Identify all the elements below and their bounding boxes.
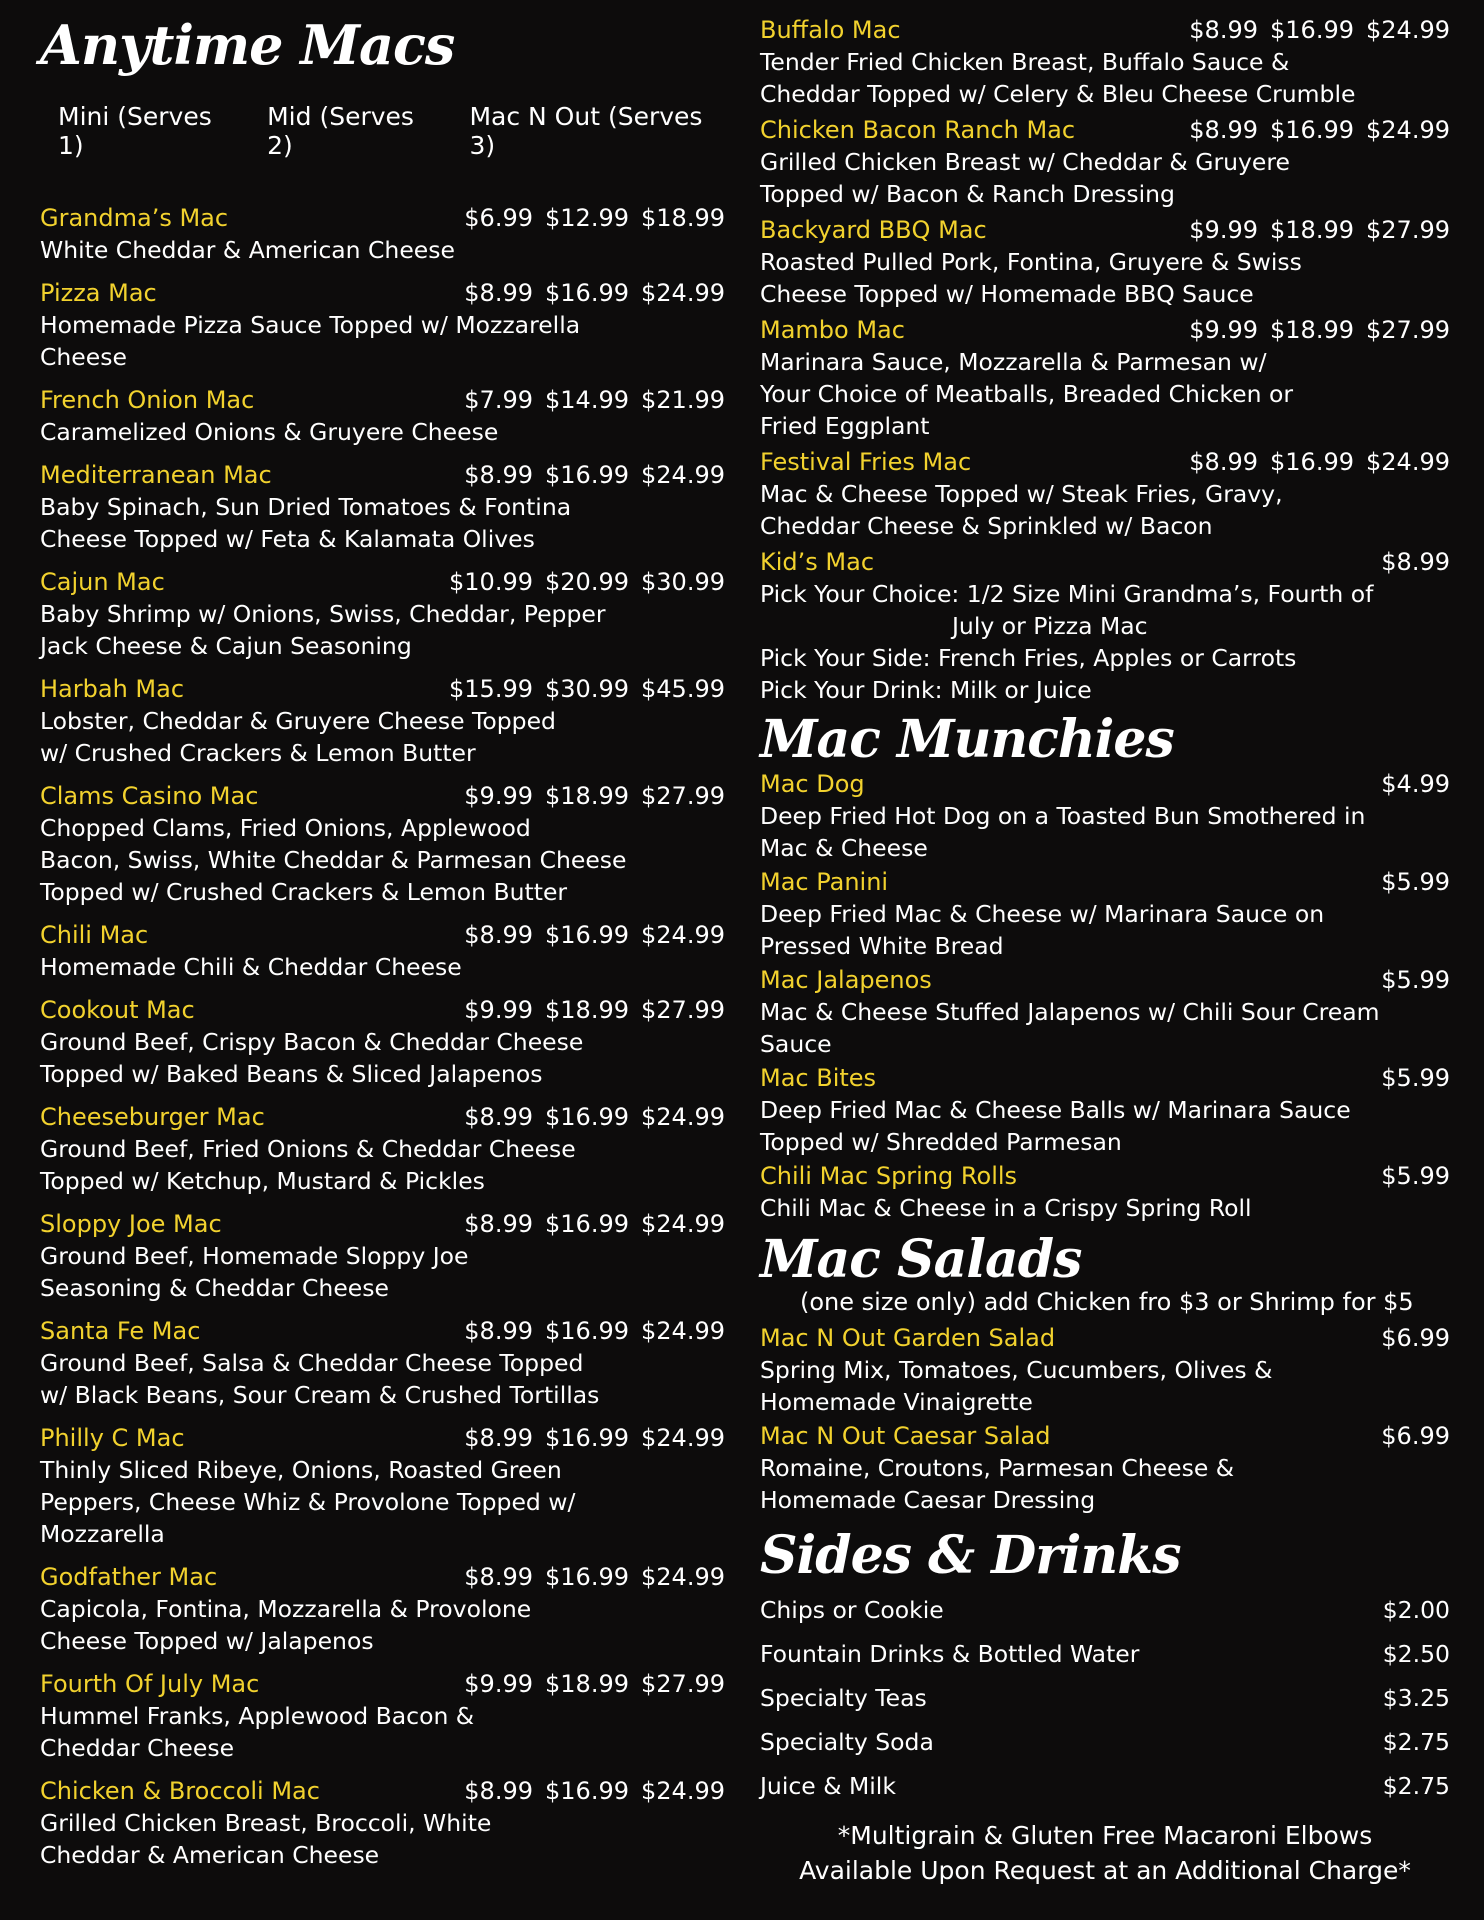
menu-item-chili-mac-spring-rolls	[760, 1160, 1450, 1224]
price-mac-n-out: $24.99	[641, 1777, 725, 1805]
item-description: Grilled Chicken Breast w/ Cheddar & Gruyere Topped w/ Bacon & Ranch Dressing	[760, 148, 1290, 208]
price-mini: $8.99	[464, 1424, 533, 1452]
item-description: Deep Fried Hot Dog on a Toasted Bun Smothered in Mac & Cheese	[760, 802, 1366, 862]
price-mac-n-out: $21.99	[641, 386, 725, 414]
price-mid: $16.99	[545, 1103, 629, 1131]
price-mac-n-out: $18.99	[641, 204, 725, 232]
menu-item-french-onion-mac	[40, 384, 725, 448]
price-mac-n-out: $27.99	[1366, 216, 1450, 244]
side-item-name: Juice & Milk	[760, 1772, 896, 1800]
item-name: Chili Mac	[40, 921, 149, 949]
price-mini: $8.99	[464, 921, 533, 949]
item-name: Fourth Of July Mac	[40, 1670, 260, 1698]
price-mac-n-out: $24.99	[1366, 16, 1450, 44]
sides-items-list	[760, 1594, 1450, 1802]
item-description: Ground Beef, Crispy Bacon & Cheddar Cheese Topped w/ Baked Beans & Sliced Jalapenos	[40, 1028, 584, 1088]
price-mid: $16.99	[545, 1424, 629, 1452]
price-mid: $16.99	[545, 1210, 629, 1238]
menu-item-backyard-bbq-mac	[760, 214, 1450, 310]
side-item-specialty-teas	[760, 1682, 1450, 1714]
price-mini: $8.99	[464, 279, 533, 307]
item-description: Mac & Cheese Topped w/ Steak Fries, Gravy, Cheddar Cheese & Sprinkled w/ Bacon	[760, 480, 1283, 540]
item-name: Philly C Mac	[40, 1424, 185, 1452]
item-description: Homemade Chili & Cheddar Cheese	[40, 953, 462, 981]
menu-item-clams-casino-mac	[40, 780, 725, 908]
sides-drinks-title: Sides & Drinks	[760, 1525, 1181, 1586]
menu-item-cheeseburger-mac	[40, 1101, 725, 1197]
price-mini: $8.99	[464, 1317, 533, 1345]
price-mid: $18.99	[545, 782, 629, 810]
price-mini: $8.99	[464, 461, 533, 489]
price-mac-n-out: $27.99	[1366, 316, 1450, 344]
item-prices	[1162, 446, 1450, 478]
item-prices	[1162, 314, 1450, 346]
price-mid: $20.99	[545, 568, 629, 596]
item-name: Mac Bites	[760, 1064, 877, 1092]
item-description: Ground Beef, Salsa & Cheddar Cheese Topped w/ Black Beans, Sour Cream & Crushed Tortillas	[40, 1349, 600, 1409]
menu-item-chicken-broccoli-mac	[40, 1775, 725, 1871]
side-item-chips-or-cookie	[760, 1594, 1450, 1626]
kids-choice-line-2: July or Pizza Mac	[952, 612, 1148, 640]
side-item-juice-milk	[760, 1770, 1450, 1802]
side-item-price: $2.00	[1382, 1596, 1450, 1624]
item-description: White Cheddar & American Cheese	[40, 236, 455, 264]
price-mac-n-out: $24.99	[641, 921, 725, 949]
price-mid: $16.99	[1270, 16, 1354, 44]
price-mid: $18.99	[545, 996, 629, 1024]
side-item-price: $3.25	[1382, 1684, 1450, 1712]
item-prices	[437, 919, 725, 951]
price-mac-n-out: $24.99	[641, 1424, 725, 1452]
item-description: Lobster, Cheddar & Gruyere Cheese Topped w/ Crushed Crackers & Lemon Butter	[40, 707, 556, 767]
price-mini: $10.99	[449, 568, 533, 596]
item-name: Chicken & Broccoli Mac	[40, 1777, 320, 1805]
item-description: Ground Beef, Homemade Sloppy Joe Seasoning & Cheddar Cheese	[40, 1242, 469, 1302]
item-name: Pizza Mac	[40, 279, 157, 307]
item-name: Mac Panini	[760, 868, 889, 896]
anytime-macs-title: Anytime Macs	[40, 13, 455, 77]
item-description: Hummel Franks, Applewood Bacon & Cheddar Cheese	[40, 1702, 475, 1762]
item-name: Harbah Mac	[40, 675, 185, 703]
anytime-items-list	[40, 202, 725, 1871]
item-name: Mac Dog	[760, 770, 865, 798]
price-mid: $16.99	[545, 461, 629, 489]
kids-side-line: Pick Your Side: French Fries, Apples or Carrots	[760, 644, 1297, 672]
item-description: Baby Shrimp w/ Onions, Swiss, Cheddar, Pepper Jack Cheese & Cajun Seasoning	[40, 600, 606, 660]
menu-item-kids-mac	[760, 546, 1450, 706]
side-item-name: Fountain Drinks & Bottled Water	[760, 1640, 1140, 1668]
item-prices	[1162, 114, 1450, 146]
price-mid: $30.99	[545, 675, 629, 703]
item-name: Chicken Bacon Ranch Mac	[760, 116, 1076, 144]
item-name: Kid’s Mac	[760, 548, 875, 576]
price-mid: $18.99	[545, 1670, 629, 1698]
item-name: Mambo Mac	[760, 316, 905, 344]
price-mini: $8.99	[1189, 116, 1258, 144]
price-mini: $7.99	[464, 386, 533, 414]
price-mid: $16.99	[545, 921, 629, 949]
item-name: French Onion Mac	[40, 386, 255, 414]
item-name: Grandma’s Mac	[40, 204, 229, 232]
side-item-price: $2.50	[1382, 1640, 1450, 1668]
price-mini: $9.99	[464, 996, 533, 1024]
item-description: Deep Fried Mac & Cheese Balls w/ Marinara Sauce Topped w/ Shredded Parmesan	[760, 1096, 1351, 1156]
price-mac-n-out: $27.99	[641, 782, 725, 810]
size-mac-n-out: Mac N Out (Serves 3)	[469, 102, 703, 160]
price-mac-n-out: $27.99	[641, 996, 725, 1024]
side-item-price: $2.75	[1382, 1772, 1450, 1800]
left-column	[40, 0, 730, 1882]
item-name: Mac N Out Garden Salad	[760, 1324, 1056, 1352]
item-description: Homemade Pizza Sauce Topped w/ Mozzarella Cheese	[40, 311, 581, 371]
item-name: Mediterranean Mac	[40, 461, 272, 489]
item-description: Baby Spinach, Sun Dried Tomatoes & Fontina Cheese Topped w/ Feta & Kalamata Olives	[40, 493, 572, 553]
price-mid: $16.99	[1270, 448, 1354, 476]
price-mid: $12.99	[545, 204, 629, 232]
menu-item-buffalo-mac	[760, 14, 1450, 110]
price-mac-n-out: $24.99	[641, 279, 725, 307]
price-mid: $18.99	[1270, 216, 1354, 244]
item-name: Cheeseburger Mac	[40, 1103, 265, 1131]
price-mid: $14.99	[545, 386, 629, 414]
item-name: Buffalo Mac	[760, 16, 901, 44]
item-price: $8.99	[1381, 548, 1450, 576]
menu-item-mediterranean-mac	[40, 459, 725, 555]
size-mid: Mid (Serves 2)	[267, 102, 414, 160]
item-description: Deep Fried Mac & Cheese w/ Marinara Sauce on Pressed White Bread	[760, 900, 1325, 960]
item-prices	[437, 1422, 725, 1454]
menu-item-godfather-mac	[40, 1561, 725, 1657]
anytime-items-list-continued	[760, 14, 1450, 542]
item-name: Cookout Mac	[40, 996, 195, 1024]
right-column	[760, 14, 1450, 1888]
item-description: Chopped Clams, Fried Onions, Applewood Bacon, Swiss, White Cheddar & Parmesan Cheese Topped w/ Crushed Crackers & Lemon Butter	[40, 814, 627, 906]
item-name: Cajun Mac	[40, 568, 165, 596]
item-name: Chili Mac Spring Rolls	[760, 1162, 1018, 1190]
item-prices	[437, 673, 725, 705]
mac-munchies-title: Mac Munchies	[760, 709, 1174, 770]
item-prices	[437, 1561, 725, 1593]
price-mid: $16.99	[545, 1777, 629, 1805]
side-item-price: $2.75	[1382, 1728, 1450, 1756]
item-name: Santa Fe Mac	[40, 1317, 201, 1345]
item-prices	[437, 566, 725, 598]
item-description: Caramelized Onions & Gruyere Cheese	[40, 418, 499, 446]
item-prices	[437, 1668, 725, 1700]
size-mini: Mini (Serves 1)	[58, 102, 212, 160]
menu-item-santa-fe-mac	[40, 1315, 725, 1411]
side-item-specialty-soda	[760, 1726, 1450, 1758]
menu-item-chicken-bacon-ranch-mac	[760, 114, 1450, 210]
kids-choice-line: Pick Your Choice: 1/2 Size Mini Grandma’s, Fourth of	[760, 580, 1374, 608]
item-price: $5.99	[1381, 1162, 1450, 1190]
price-mini: $6.99	[464, 204, 533, 232]
price-mac-n-out: $30.99	[641, 568, 725, 596]
price-mini: $8.99	[1189, 448, 1258, 476]
side-item-fountain-drinks-bottled-water	[760, 1638, 1450, 1670]
item-prices	[1162, 214, 1450, 246]
price-mac-n-out: $24.99	[641, 1563, 725, 1591]
price-mid: $16.99	[545, 1563, 629, 1591]
side-item-name: Specialty Soda	[760, 1728, 934, 1756]
menu-item-festival-fries-mac	[760, 446, 1450, 542]
price-mac-n-out: $45.99	[641, 675, 725, 703]
item-description: Romaine, Croutons, Parmesan Cheese & Homemade Caesar Dressing	[760, 1454, 1235, 1514]
price-mid: $18.99	[1270, 316, 1354, 344]
item-description: Thinly Sliced Ribeye, Onions, Roasted Green Peppers, Cheese Whiz & Provolone Topped w/ Mozzarella	[40, 1456, 576, 1548]
menu-item-pizza-mac	[40, 277, 725, 373]
price-mini: $8.99	[464, 1563, 533, 1591]
salads-items-list	[760, 1322, 1450, 1516]
item-description: Capicola, Fontina, Mozzarella & Provolone Cheese Topped w/ Jalapenos	[40, 1595, 532, 1655]
price-mac-n-out: $24.99	[641, 1210, 725, 1238]
item-prices	[437, 994, 725, 1026]
price-mini: $8.99	[464, 1210, 533, 1238]
price-mac-n-out: $24.99	[641, 461, 725, 489]
item-prices	[1162, 14, 1450, 46]
item-description: Spring Mix, Tomatoes, Cucumbers, Olives & Homemade Vinaigrette	[760, 1356, 1273, 1416]
kids-drink-line: Pick Your Drink: Milk or Juice	[760, 676, 1092, 704]
item-description: Grilled Chicken Breast, Broccoli, White Cheddar & American Cheese	[40, 1809, 492, 1869]
item-name: Sloppy Joe Mac	[40, 1210, 222, 1238]
item-name: Festival Fries Mac	[760, 448, 972, 476]
price-mid: $16.99	[1270, 116, 1354, 144]
footnote	[760, 1818, 1450, 1888]
price-mac-n-out: $24.99	[1366, 448, 1450, 476]
price-mac-n-out: $24.99	[641, 1317, 725, 1345]
menu-item-grandma-s-mac	[40, 202, 725, 266]
item-price: $5.99	[1381, 1064, 1450, 1092]
side-item-name: Chips or Cookie	[760, 1596, 944, 1624]
item-description: Roasted Pulled Pork, Fontina, Gruyere & Swiss Cheese Topped w/ Homemade BBQ Sauce	[760, 248, 1302, 308]
menu-item-mac-n-out-caesar-salad	[760, 1420, 1450, 1516]
price-mini: $9.99	[1189, 316, 1258, 344]
menu-item-mac-bites	[760, 1062, 1450, 1158]
footnote-line-1: *Multigrain & Gluten Free Macaroni Elbows	[837, 1821, 1373, 1850]
menu-item-fourth-of-july-mac	[40, 1668, 725, 1764]
menu-item-mac-dog	[760, 768, 1450, 864]
price-mac-n-out: $27.99	[641, 1670, 725, 1698]
munchies-items-list	[760, 768, 1450, 1224]
item-description: Mac & Cheese Stuffed Jalapenos w/ Chili Sour Cream Sauce	[760, 998, 1380, 1058]
menu-item-cookout-mac	[40, 994, 725, 1090]
item-prices	[437, 277, 725, 309]
price-mini: $9.99	[464, 782, 533, 810]
menu-item-philly-c-mac	[40, 1422, 725, 1550]
item-name: Mac Jalapenos	[760, 966, 932, 994]
salads-subtitle: (one size only) add Chicken fro $3 or Shrimp for $5	[800, 1288, 1414, 1316]
item-prices	[437, 1775, 725, 1807]
item-description: Chili Mac & Cheese in a Crispy Spring Roll	[760, 1194, 1252, 1222]
side-item-name: Specialty Teas	[760, 1684, 927, 1712]
price-mini: $8.99	[464, 1777, 533, 1805]
price-mini: $8.99	[464, 1103, 533, 1131]
item-price: $4.99	[1381, 770, 1450, 798]
price-mini: $9.99	[1189, 216, 1258, 244]
menu-item-mac-n-out-garden-salad	[760, 1322, 1450, 1418]
price-mac-n-out: $24.99	[1366, 116, 1450, 144]
item-description: Tender Fried Chicken Breast, Buffalo Sauce & Cheddar Topped w/ Celery & Bleu Cheese Crumble	[760, 48, 1356, 108]
item-prices	[437, 384, 725, 416]
menu-item-sloppy-joe-mac	[40, 1208, 725, 1304]
price-mini: $15.99	[449, 675, 533, 703]
size-header	[58, 102, 730, 160]
menu-item-harbah-mac	[40, 673, 725, 769]
item-price: $5.99	[1381, 966, 1450, 994]
item-name: Mac N Out Caesar Salad	[760, 1422, 1051, 1450]
item-name: Clams Casino Mac	[40, 782, 259, 810]
price-mid: $16.99	[545, 279, 629, 307]
menu-item-cajun-mac	[40, 566, 725, 662]
price-mini: $9.99	[464, 1670, 533, 1698]
item-description: Ground Beef, Fried Onions & Cheddar Cheese Topped w/ Ketchup, Mustard & Pickles	[40, 1135, 576, 1195]
item-prices	[437, 202, 725, 234]
item-prices	[437, 780, 725, 812]
item-prices	[437, 459, 725, 491]
item-description: Marinara Sauce, Mozzarella & Parmesan w/ Your Choice of Meatballs, Breaded Chicken or Fried Eggplant	[760, 348, 1293, 440]
item-prices	[437, 1101, 725, 1133]
mac-salads-title: Mac Salads	[760, 1229, 1082, 1290]
price-mac-n-out: $24.99	[641, 1103, 725, 1131]
item-price: $5.99	[1381, 868, 1450, 896]
menu-item-mac-panini	[760, 866, 1450, 962]
item-price: $6.99	[1381, 1422, 1450, 1450]
item-name: Godfather Mac	[40, 1563, 218, 1591]
price-mini: $8.99	[1189, 16, 1258, 44]
menu-item-mambo-mac	[760, 314, 1450, 442]
item-prices	[437, 1208, 725, 1240]
menu-item-mac-jalapenos	[760, 964, 1450, 1060]
item-name: Backyard BBQ Mac	[760, 216, 987, 244]
item-prices	[437, 1315, 725, 1347]
menu-item-chili-mac	[40, 919, 725, 983]
item-price: $6.99	[1381, 1324, 1450, 1352]
footnote-line-2: Available Upon Request at an Additional Charge*	[799, 1856, 1411, 1885]
price-mid: $16.99	[545, 1317, 629, 1345]
